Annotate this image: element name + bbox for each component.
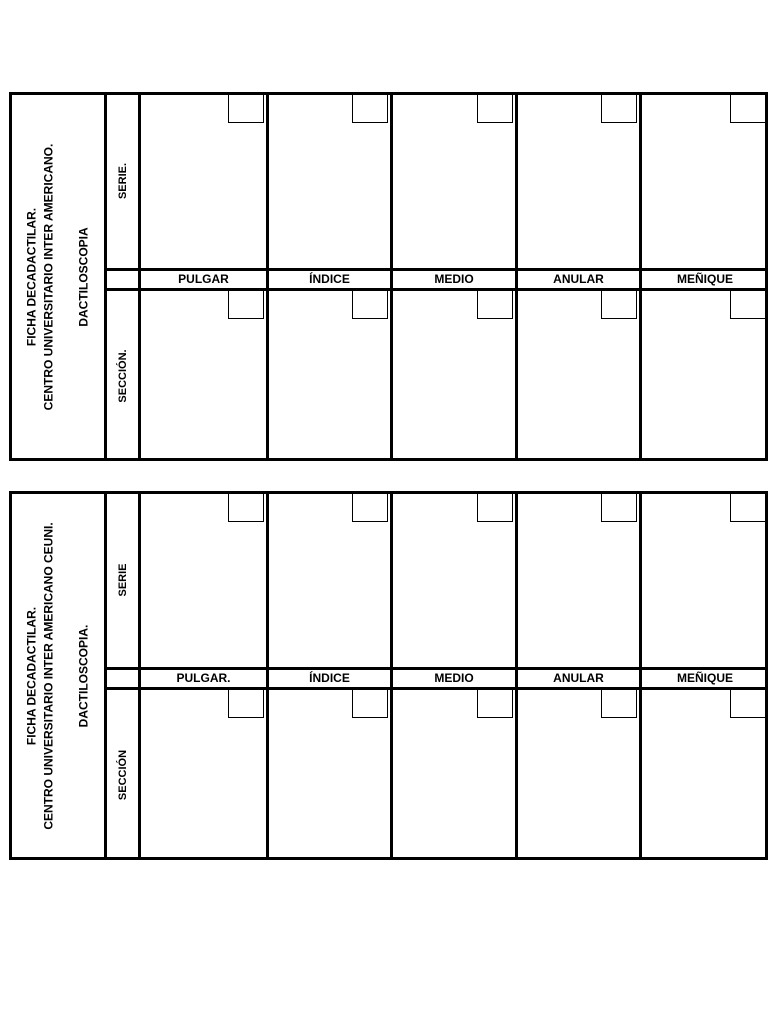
card-title-column <box>12 494 107 857</box>
finger-column-ring <box>518 95 642 458</box>
classification-box[interactable] <box>730 291 766 319</box>
classification-box[interactable] <box>477 690 513 718</box>
classification-box[interactable] <box>228 291 264 319</box>
finger-name: PULGAR. <box>176 671 231 685</box>
card-title <box>24 506 93 846</box>
classification-box[interactable] <box>601 291 637 319</box>
finger-name: ANULAR <box>553 272 604 286</box>
finger-name: MEÑIQUE <box>676 671 733 685</box>
fingerprint-card-1 <box>9 92 768 461</box>
title-line-3: DACTILOSCOPIA <box>76 226 91 327</box>
title-line-2: CENTRO UNIVERSITARIO INTER AMERICANO. <box>41 143 56 410</box>
finger-column-middle <box>393 494 518 857</box>
classification-box[interactable] <box>352 291 388 319</box>
classification-box[interactable] <box>730 494 766 522</box>
classification-box[interactable] <box>477 95 513 123</box>
title-line-3: DACTILOSCOPIA. <box>76 624 91 727</box>
finger-column-little <box>642 95 768 458</box>
seccion-label: SECCIÓN <box>116 749 129 801</box>
fingerprint-card-2 <box>9 491 768 860</box>
finger-column-index <box>269 95 393 458</box>
classification-box[interactable] <box>730 690 766 718</box>
title-line-2: CENTRO UNIVERSITARIO INTER AMERICANO CEUNI. <box>41 521 56 830</box>
finger-column-thumb <box>141 494 269 857</box>
finger-name: ÍNDICE <box>309 272 350 286</box>
row-label-column <box>107 494 141 857</box>
finger-grid <box>141 494 765 857</box>
classification-box[interactable] <box>228 690 264 718</box>
finger-column-little <box>642 494 768 857</box>
classification-box[interactable] <box>601 494 637 522</box>
seccion-label: SECCIÓN. <box>116 349 129 403</box>
row-label-column <box>107 95 141 458</box>
finger-name: MEDIO <box>434 671 474 685</box>
finger-grid <box>141 95 765 458</box>
title-line-1: FICHA DECADACTILAR. <box>24 606 39 745</box>
finger-name: MEDIO <box>434 272 474 286</box>
finger-name: ÍNDICE <box>309 671 350 685</box>
finger-column-middle <box>393 95 518 458</box>
classification-box[interactable] <box>352 690 388 718</box>
classification-box[interactable] <box>228 95 264 123</box>
card-title <box>24 107 93 447</box>
classification-box[interactable] <box>601 690 637 718</box>
card-title-column <box>12 95 107 458</box>
serie-label: SERIE. <box>116 162 129 200</box>
classification-box[interactable] <box>228 494 264 522</box>
finger-name: MEÑIQUE <box>676 272 733 286</box>
classification-box[interactable] <box>477 291 513 319</box>
classification-box[interactable] <box>601 95 637 123</box>
serie-label: SERIE <box>116 563 129 597</box>
finger-name: ANULAR <box>553 671 604 685</box>
finger-column-ring <box>518 494 642 857</box>
finger-column-thumb <box>141 95 269 458</box>
classification-box[interactable] <box>352 494 388 522</box>
title-line-1: FICHA DECADACTILAR. <box>24 207 39 346</box>
classification-box[interactable] <box>730 95 766 123</box>
finger-name: PULGAR <box>178 272 229 286</box>
classification-box[interactable] <box>477 494 513 522</box>
finger-column-index <box>269 494 393 857</box>
classification-box[interactable] <box>352 95 388 123</box>
